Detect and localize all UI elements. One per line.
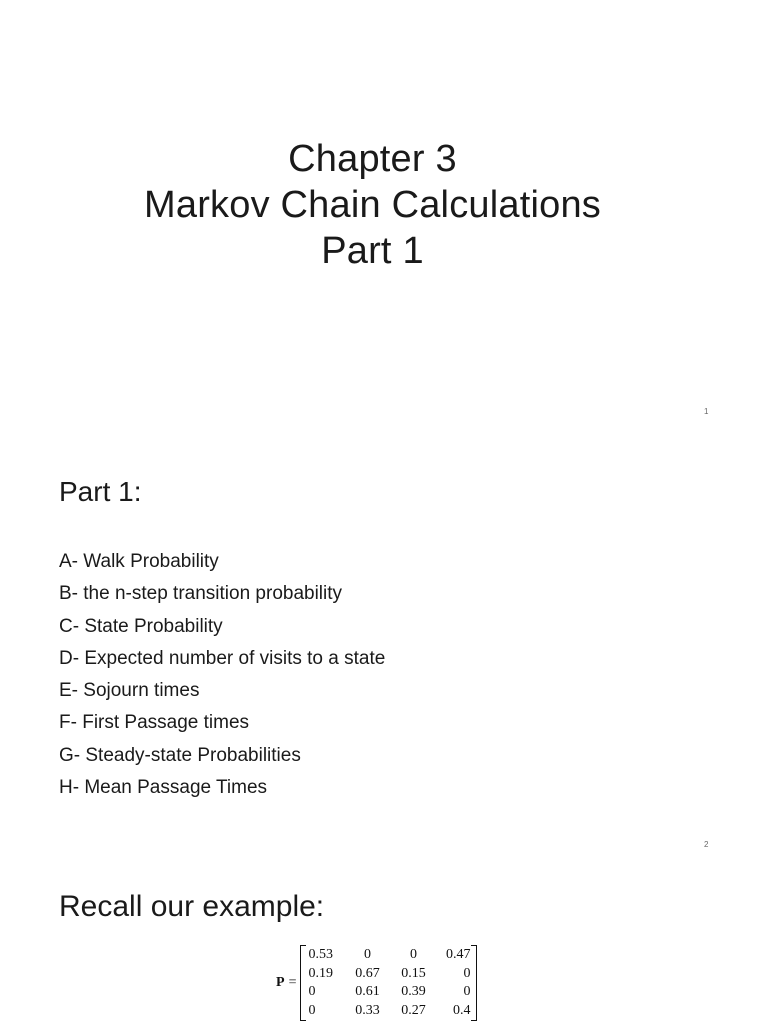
topic-item-e: E- Sojourn times (59, 680, 200, 702)
matrix-cell: 0.33 (355, 1002, 380, 1018)
matrix-cell: 0 (308, 1002, 316, 1018)
title-line-part: Part 1 (321, 230, 424, 272)
topic-item-a: A- Walk Probability (59, 551, 219, 572)
slide-title (0, 136, 745, 274)
matrix-cell: 0.39 (401, 984, 426, 999)
topic-item-h: H- Mean Passage Times (59, 777, 268, 799)
matrix-cell: 0 (308, 984, 316, 999)
topic-item-b: B- the n-step transition probability (59, 583, 343, 605)
matrix-cell: 0.19 (308, 965, 333, 981)
title-line-topic: Markov Chain Calculations (144, 184, 601, 226)
matrix-cell: 0.67 (355, 965, 380, 981)
matrix-row (306, 1002, 471, 1021)
topic-item-f: F- First Passage times (59, 712, 250, 734)
title-line-chapter: Chapter 3 (288, 138, 457, 180)
topic-item-d: D- Expected number of visits to a state (59, 647, 386, 669)
matrix-equals: = (288, 975, 297, 990)
matrix-cell: 0 (363, 947, 371, 962)
matrix-cell: 0 (409, 947, 417, 962)
matrix-cell: 0.61 (355, 984, 380, 999)
matrix-cell: 0.15 (401, 965, 426, 981)
topic-item-g: G- Steady-state Probabilities (59, 744, 301, 766)
matrix-row (306, 946, 471, 965)
topic-item-c: C- State Probability (59, 615, 223, 637)
page-number-2: 2 (704, 840, 709, 849)
matrix-table (306, 946, 471, 1020)
matrix-row (306, 983, 471, 1002)
matrix-cell: 0 (463, 984, 471, 999)
matrix-cell: 0 (463, 965, 471, 981)
recall-heading: Recall our example: (59, 890, 325, 923)
matrix-row (306, 965, 471, 984)
matrix-cell: 0.47 (445, 947, 471, 962)
part-heading: Part 1: (59, 476, 142, 507)
transition-matrix (276, 945, 477, 1021)
page-number-1: 1 (704, 407, 709, 416)
matrix-label: P (276, 975, 285, 990)
matrix-cell: 0.4 (452, 1002, 471, 1018)
matrix-right-bracket (471, 945, 477, 1021)
matrix-cell: 0.53 (308, 947, 333, 962)
matrix-cell: 0.27 (401, 1002, 426, 1018)
topic-list (59, 548, 385, 806)
